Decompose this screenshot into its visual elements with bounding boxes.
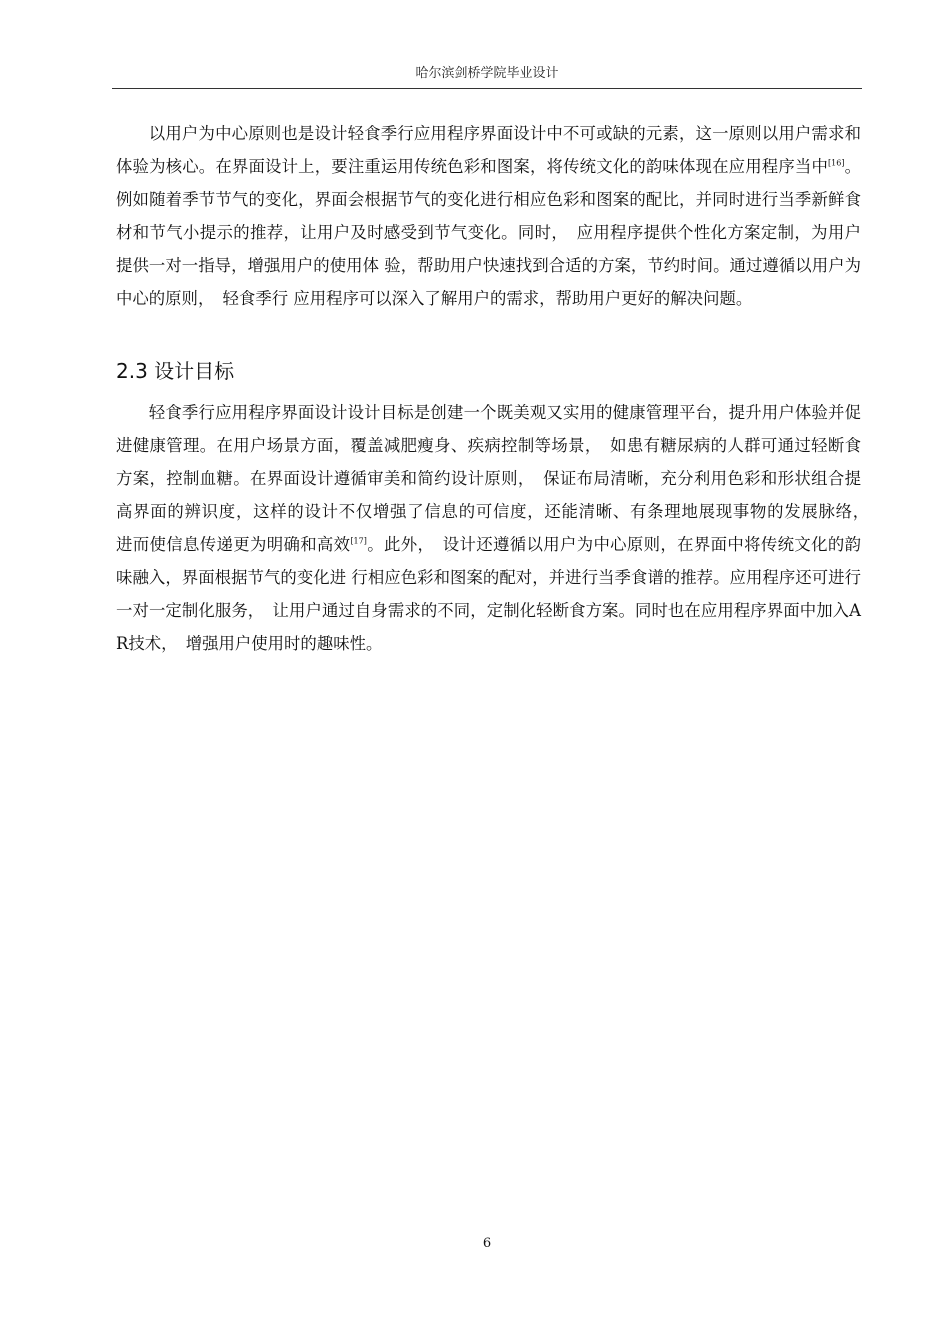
paragraph-1-text [116, 117, 861, 315]
page-header: 哈尔滨剑桥学院毕业设计 [415, 66, 559, 81]
header-rule [112, 88, 862, 89]
section-heading: 2.3 设计目标 [116, 359, 235, 383]
citation-16: [16] [828, 158, 845, 168]
paragraph-2-part-2: 。此外， 设计还遵循以用户为中心原则，在界面中将传统文化的韵味融入，界面根据节气的变化进 行相应色彩和图案的配对，并进行当季食谱的推荐。应用程序还可进行一对一定制化服务， 让用户通过自身需求的不同，定制化轻断食方案。同时也在应用程序界面中加入AR技术， 增强用户使用时的趣味性。 [116, 535, 861, 653]
citation-17: [17] [350, 536, 367, 546]
paragraph-design-goals [116, 396, 878, 660]
page-number: 6 [482, 1236, 492, 1251]
paragraph-1-part-2: 。例如随着季节节气的变化，界面会根据节气的变化进行相应色彩和图案的配比，并同时进行当季新鲜食材和节气小提示的推荐，让用户及时感受到节气变化。同时， 应用程序提供个性化方案定制，为用户提供一对一指导，增强用户的使用体 验，帮助用户快速找到合适的方案，节约时间。通过遵循以用户为中心的原则， 轻食季行 应用程序可以深入了解用户的需求，帮助用户更好的解决问题。 [116, 157, 862, 308]
paragraph-user-centered [116, 117, 861, 315]
paragraph-1-part-1: 以用户为中心原则也是设计轻食季行应用程序界面设计中不可或缺的元素，这一原则以用户需求和体验为核心。在界面设计上，要注重运用传统色彩和图案，将传统文化的韵味体现在应用程序当中 [116, 124, 861, 176]
paragraph-2-part-1: 轻食季行应用程序界面设计设计目标是创建一个既美观又实用的健康管理平台，提升用户体验并促进健康管理。在用户场景方面，覆盖减肥瘦身、疾病控制等场景， 如患有糖尿病的人群可通过轻断食方案，控制血糖。在界面设计遵循审美和简约设计原则， 保证布局清晰，充分利用色彩和形状组合提高界面的辨识度，这样的设计不仅增强了信息的可信度，还能清晰、有条理地展现事物的发展脉络， 进而使信息传递更为明确和高效 [116, 403, 878, 554]
paragraph-2-text [116, 396, 878, 660]
